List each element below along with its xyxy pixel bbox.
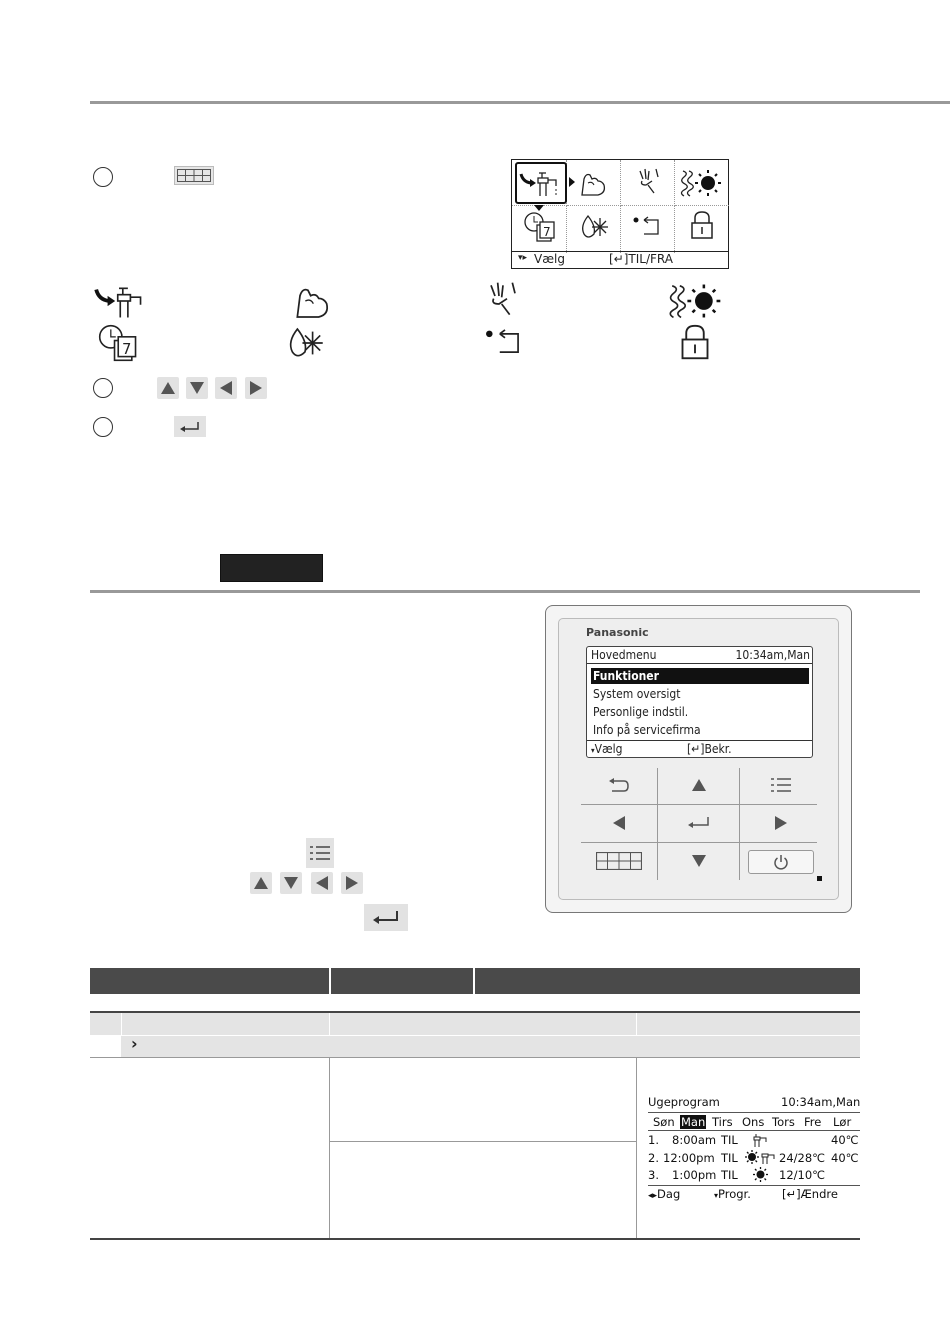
svg-text:7: 7 [121, 341, 132, 359]
up-arrow-icon [161, 382, 175, 394]
entry-1-state: TIL [721, 1133, 738, 1147]
entry-1-time: 8:00am [672, 1133, 717, 1147]
entry-1-temp2: 40℃ [831, 1133, 859, 1147]
boost-icon [578, 169, 608, 197]
left-arrow-key [215, 377, 237, 399]
week-timer-icon [96, 322, 138, 364]
quiet-icon [485, 280, 521, 320]
entry-2-temp1: 24/28℃ [779, 1151, 826, 1165]
day-fre: Fre [804, 1115, 822, 1129]
menu-item-personal-settings[interactable]: Personlige indstil. [593, 705, 689, 719]
schedule-title: Ugeprogram [648, 1095, 720, 1109]
schedule-footer-left: Dag [657, 1187, 681, 1201]
back-button[interactable] [591, 771, 646, 799]
enter-key [364, 904, 408, 931]
lock-icon [680, 322, 710, 362]
enter-button[interactable] [671, 809, 726, 837]
menu-button[interactable] [753, 771, 808, 799]
screen-time: 10:34am,Man [735, 648, 810, 662]
left-arrow-icon [316, 876, 328, 890]
day-lor: Lør [833, 1115, 852, 1129]
entry-3-state: TIL [721, 1168, 738, 1182]
menu-item-system-overview[interactable]: System oversigt [593, 687, 681, 701]
enter-icon [688, 816, 710, 830]
down-button[interactable] [671, 847, 726, 875]
heater-sun-icon [679, 168, 723, 198]
down-arrow-key [280, 872, 302, 894]
lcd-footer-left: Vælg [534, 252, 565, 266]
screen-footer-right: [↵]Bekr. [687, 742, 732, 756]
step-3-circle [93, 417, 113, 437]
menu-grid-key [174, 166, 214, 185]
week-timer-icon [522, 210, 556, 244]
right-arrow-key [341, 872, 363, 894]
schedule-footer-right: [↵]Ændre [782, 1187, 838, 1201]
down-arrow-icon [284, 877, 298, 889]
table-header-col-1 [90, 968, 329, 994]
enter-icon [180, 421, 200, 433]
schedule-footer-mid: Progr. [718, 1187, 751, 1201]
brand-logo: Panasonic [586, 626, 649, 639]
day-son: Søn [653, 1115, 675, 1129]
up-arrow-icon [692, 779, 706, 791]
step-2-circle [93, 378, 113, 398]
function-grid-button[interactable] [591, 847, 646, 875]
dark-label-box [220, 554, 323, 582]
lcd-footer: ▾▸ Vælg [↵]TIL/FRA [512, 251, 728, 268]
grid-icon [177, 169, 211, 182]
power-button[interactable] [748, 850, 814, 874]
entry-2-temp2: 40℃ [831, 1151, 859, 1165]
enter-key [174, 416, 206, 437]
table-header-col-2 [331, 968, 473, 994]
left-arrow-key [311, 872, 333, 894]
left-arrow-icon [220, 381, 232, 395]
sun-tap-icon [745, 1150, 777, 1165]
down-arrow-icon [190, 382, 204, 394]
day-man: Man [681, 1115, 706, 1129]
section-rule [90, 590, 920, 593]
up-button[interactable] [671, 771, 726, 799]
table-header-col-3 [475, 968, 860, 994]
entry-1-num: 1. [648, 1133, 659, 1147]
day-tors: Tors [772, 1115, 795, 1129]
back-home-icon [632, 214, 664, 240]
heater-sun-icon [666, 282, 724, 320]
schedule-time: 10:34am,Man [781, 1095, 861, 1109]
holiday-icon [578, 212, 610, 242]
enter-icon [373, 910, 399, 926]
entry-3-num: 3. [648, 1168, 659, 1182]
table-subrow [121, 1036, 860, 1057]
left-button[interactable] [591, 809, 646, 837]
step-1-circle [93, 167, 113, 187]
grid-icon [596, 852, 642, 870]
menu-key [306, 838, 334, 868]
up-arrow-key [157, 377, 179, 399]
lock-icon [690, 210, 714, 240]
table-section-row [90, 1013, 860, 1035]
back-home-icon [484, 326, 526, 360]
status-led [817, 876, 822, 881]
sun-icon [753, 1167, 768, 1182]
power-icon [773, 854, 789, 870]
up-arrow-icon [254, 877, 268, 889]
day-ons: Ons [742, 1115, 765, 1129]
top-rule [90, 101, 950, 104]
remote-controller [545, 605, 852, 913]
tap-water-icon [88, 282, 150, 320]
screen-footer-left: Vælg [594, 742, 623, 756]
svg-text:7: 7 [543, 225, 551, 239]
subrow-arrow: › [131, 1034, 138, 1053]
quiet-icon [636, 167, 662, 197]
back-icon [608, 777, 630, 793]
right-arrow-icon [250, 381, 262, 395]
entry-2-time: 12:00pm [663, 1151, 715, 1165]
menu-list-icon [310, 845, 330, 861]
right-arrow-key [245, 377, 267, 399]
lcd-footer-right: [↵]TIL/FRA [609, 252, 673, 266]
entry-2-state: TIL [721, 1151, 738, 1165]
holiday-icon [284, 324, 326, 362]
down-arrow-icon [692, 855, 706, 867]
menu-list-icon [771, 777, 791, 793]
menu-item-service-info[interactable]: Info på servicefirma [593, 723, 701, 737]
entry-3-time: 1:00pm [672, 1168, 717, 1182]
left-arrow-icon [613, 816, 625, 830]
remote-screen: Hovedmenu 10:34am,Man Funktioner System oversigt Personlige indstil. Info på servicefirma ▾Vælg [↵]Bekr. [586, 646, 813, 758]
right-button[interactable] [753, 809, 808, 837]
down-arrow-key [186, 377, 208, 399]
boost-icon [292, 282, 332, 320]
up-arrow-key [250, 872, 272, 894]
entry-3-temp1: 12/10℃ [779, 1168, 826, 1182]
tap-water-icon [518, 168, 560, 198]
day-tirs: Tirs [712, 1115, 733, 1129]
tap-water-icon [752, 1133, 770, 1147]
screen-title: Hovedmenu [591, 648, 657, 662]
right-arrow-icon [775, 816, 787, 830]
menu-item-functions[interactable]: Funktioner [591, 668, 809, 684]
right-arrow-icon [346, 876, 358, 890]
function-lcd [511, 159, 729, 269]
entry-2-num: 2. [648, 1151, 659, 1165]
